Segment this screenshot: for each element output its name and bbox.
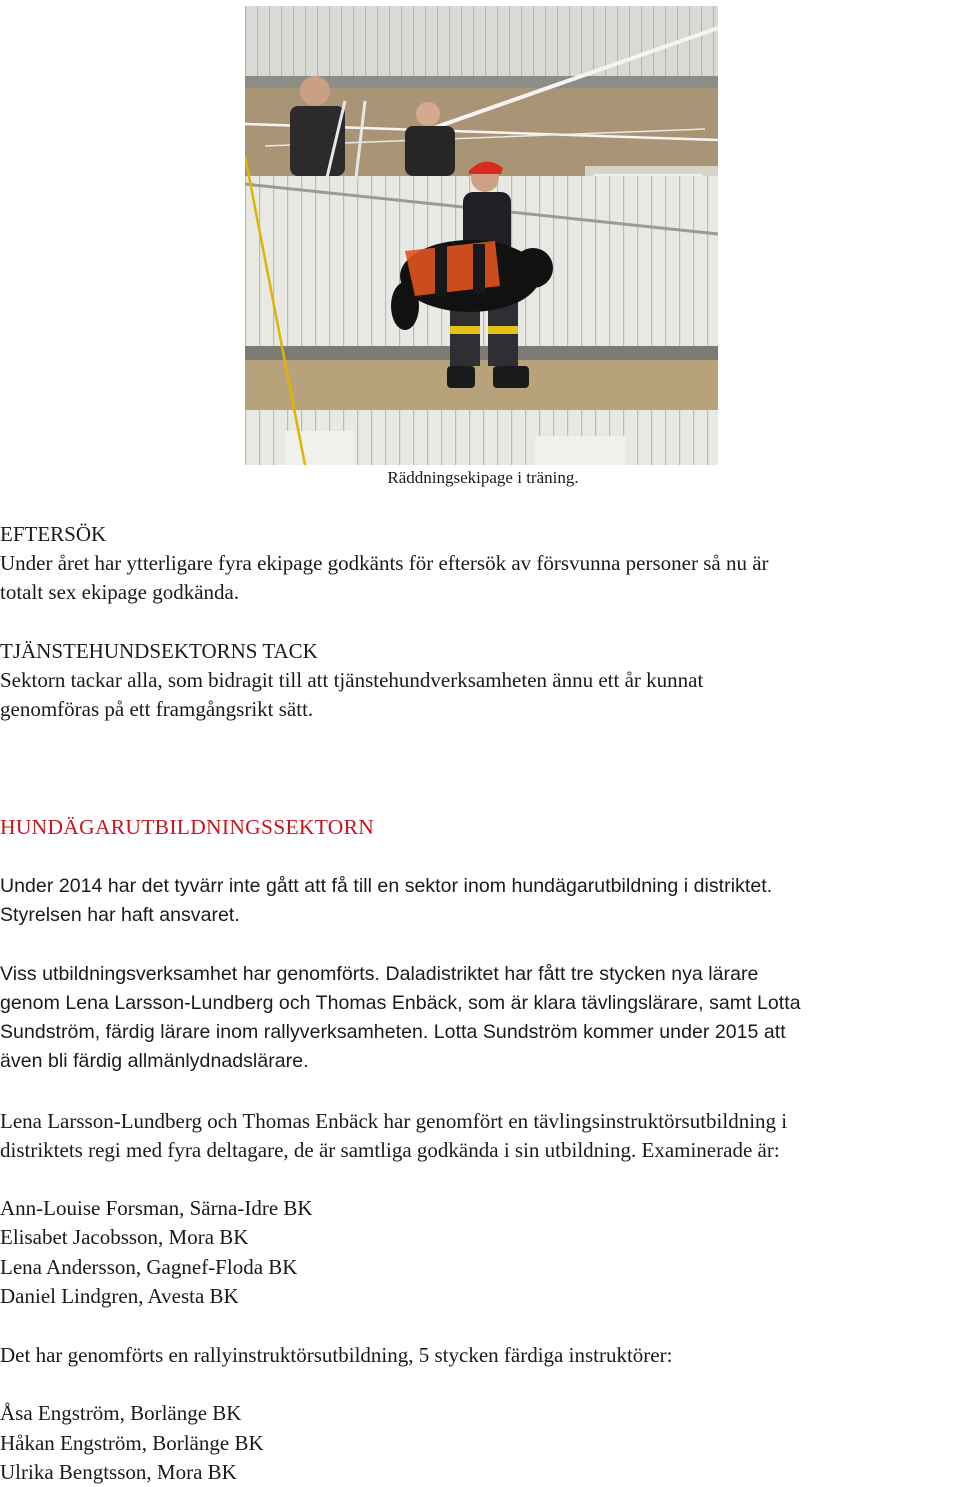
examined-list-item: Elisabet Jacobsson, Mora BK <box>0 1225 249 1249</box>
hundagar-para2-line: genom Lena Larsson-Lundberg och Thomas Enbäck, som är klara tävlingslärare, samt Lotta <box>0 992 801 1014</box>
examined-list-item: Lena Andersson, Gagnef-Floda BK <box>0 1255 298 1279</box>
tack-text-line: genomföras på ett framgångsrikt sätt. <box>0 697 314 721</box>
rally-instructor-item: Håkan Engström, Borlänge BK <box>0 1431 264 1455</box>
tack-heading: TJÄNSTEHUNDSEKTORNS TACK <box>0 639 318 663</box>
rally-intro: Det har genomförts en rallyinstruktörsutbildning, 5 stycken färdiga instruktörer: <box>0 1343 673 1367</box>
rally-instructor-item: Åsa Engström, Borlänge BK <box>0 1401 242 1425</box>
rally-instructor-item: Ulrika Bengtsson, Mora BK <box>0 1460 237 1484</box>
eftersok-heading: EFTERSÖK <box>0 522 107 546</box>
examined-list-item: Daniel Lindgren, Avesta BK <box>0 1284 239 1308</box>
hundagar-para3-line: Lena Larsson-Lundberg och Thomas Enbäck har genomfört en tävlingsinstruktörsutbildning i <box>0 1109 788 1133</box>
eftersok-text-line: totalt sex ekipage godkända. <box>0 580 240 604</box>
hundagar-para1-line: Styrelsen har haft ansvaret. <box>0 904 240 926</box>
rescue-training-photo <box>245 6 718 465</box>
hundagar-para1-line: Under 2014 har det tyvärr inte gått att få till en sektor inom hundägarutbildning i distriktet. <box>0 875 773 897</box>
tack-text-line: Sektorn tackar alla, som bidragit till att tjänstehundverksamheten ännu ett år kunnat <box>0 668 704 692</box>
examined-list-item: Ann-Louise Forsman, Särna-Idre BK <box>0 1196 313 1220</box>
hundagar-para2-line: även bli färdig allmänlydnadslärare. <box>0 1050 309 1072</box>
hundagar-para2-line: Sundström, färdig lärare inom rallyverksamheten. Lotta Sundström kommer under 2015 att <box>0 1021 786 1043</box>
hundagar-para2-line: Viss utbildningsverksamhet har genomförts. Daladistriktet har fått tre stycken nya lärare <box>0 963 759 985</box>
hundagar-heading: HUNDÄGARUTBILDNINGSSEKTORN <box>0 815 375 839</box>
hundagar-para3-line: distriktets regi med fyra deltagare, de är samtliga godkända i sin utbildning. Examinerade är: <box>0 1138 780 1162</box>
photo-caption: Räddningsekipage i träning. <box>387 468 579 487</box>
eftersok-text-line: Under året har ytterligare fyra ekipage godkänts för eftersök av försvunna personer så nu är <box>0 551 769 575</box>
